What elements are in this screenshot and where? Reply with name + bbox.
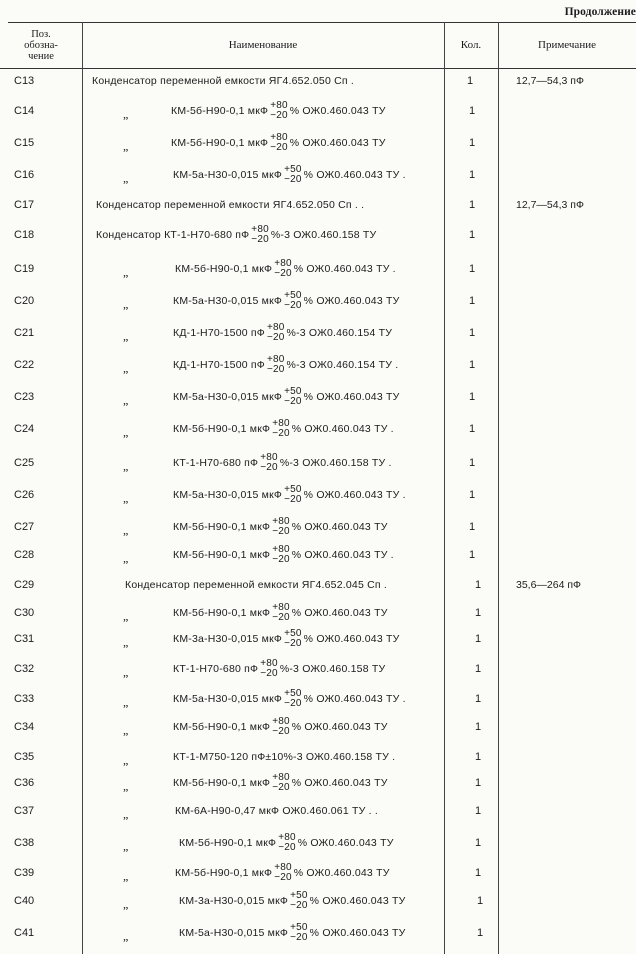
row-tolerance — [272, 773, 290, 793]
row-position: C29 — [14, 579, 35, 591]
row-tolerance — [272, 517, 290, 537]
row-ditto-mark: „ — [123, 723, 129, 737]
row-name-suffix: % ОЖ0.460.043 ТУ — [291, 606, 388, 619]
tolerance-lower: −20 — [266, 364, 285, 375]
row-quantity: 1 — [469, 521, 476, 533]
table-row — [0, 133, 636, 157]
tolerance-lower: −20 — [284, 494, 302, 505]
row-tolerance — [272, 419, 290, 439]
row-name-suffix: % ОЖ0.460.043 ТУ . — [303, 168, 406, 181]
row-name-text: КМ-3а-Н30-0,015 мкФ — [179, 894, 289, 907]
row-position: C13 — [14, 75, 35, 87]
table-row — [0, 517, 636, 541]
tolerance-upper: +50 — [284, 628, 302, 639]
row-position: C23 — [14, 391, 35, 403]
row-position: C19 — [14, 263, 35, 275]
row-name-text: Конденсатор КТ-1-Н70-680 пФ — [96, 228, 250, 241]
row-quantity: 1 — [469, 457, 476, 469]
row-name-text: КМ-5б-Н90-0,1 мкФ — [173, 548, 271, 561]
tolerance-lower: −20 — [284, 174, 302, 185]
table-row — [0, 419, 636, 443]
row-name — [125, 579, 387, 591]
row-position: C26 — [14, 489, 35, 501]
row-quantity: 1 — [469, 549, 476, 561]
row-name-text: КМ-5а-Н30-0,015 мкФ — [173, 692, 283, 705]
header-bottom-rule — [0, 68, 636, 69]
row-quantity: 1 — [469, 489, 476, 501]
row-ditto-mark: „ — [123, 459, 129, 473]
table-header — [0, 22, 636, 68]
tolerance-upper: +80 — [260, 452, 278, 463]
row-name-text: КМ-5б-Н90-0,1 мкФ — [173, 606, 271, 619]
row-name-text: КТ-1-Н70-680 пФ — [173, 456, 259, 469]
row-quantity: 1 — [469, 423, 476, 435]
row-name — [173, 545, 394, 565]
tolerance-lower: −20 — [278, 842, 296, 853]
row-name — [175, 805, 378, 817]
row-name-text: КМ-5б-Н90-0,1 мкФ — [171, 104, 269, 117]
tolerance-upper: +50 — [284, 688, 302, 699]
row-quantity: 1 — [469, 327, 476, 339]
row-name-text: Конденсатор переменной емкости ЯГ4.652.045 Сп . — [125, 579, 387, 591]
row-tolerance — [260, 453, 278, 473]
tolerance-lower: −20 — [284, 698, 302, 709]
tolerance-upper: +80 — [272, 602, 290, 613]
tolerance-lower: −20 — [266, 332, 285, 343]
row-tolerance — [284, 629, 302, 649]
row-quantity: 1 — [475, 751, 482, 763]
row-ditto-mark: „ — [123, 171, 129, 185]
row-name-suffix: % ОЖ0.460.043 ТУ — [293, 866, 390, 879]
row-name — [173, 165, 406, 185]
row-name — [173, 323, 392, 343]
row-name — [171, 133, 386, 153]
row-name — [173, 453, 392, 473]
row-quantity: 1 — [469, 105, 476, 117]
row-name-text: КМ-5б-Н90-0,1 мкФ — [171, 136, 269, 149]
row-name — [173, 629, 399, 649]
row-name — [96, 199, 364, 211]
continuation-label: Продолжение — [564, 6, 636, 18]
row-name-text: КМ-5а-Н30-0,015 мкФ — [173, 390, 283, 403]
row-name — [92, 75, 354, 87]
row-name — [179, 833, 394, 853]
row-quantity: 1 — [475, 633, 482, 645]
row-note: 12,7—54,3 пФ — [516, 199, 584, 211]
row-quantity: 1 — [475, 805, 482, 817]
row-tolerance — [272, 603, 290, 623]
row-ditto-mark: „ — [123, 869, 129, 883]
header-pos-line3: чение — [28, 50, 54, 62]
row-position: C27 — [14, 521, 35, 533]
header-name: Наименование — [228, 38, 298, 51]
row-name-text: КМ-5б-Н90-0,1 мкФ — [179, 836, 277, 849]
row-name-suffix: % ОЖ0.460.043 ТУ . — [303, 488, 406, 501]
row-quantity: 1 — [469, 229, 476, 241]
row-name-text: КМ-5б-Н90-0,1 мкФ — [173, 776, 271, 789]
row-quantity: 1 — [475, 867, 482, 879]
row-name-text: КМ-5б-Н90-0,1 мкФ — [173, 422, 271, 435]
tolerance-upper: +50 — [284, 290, 302, 301]
tolerance-lower: −20 — [270, 110, 288, 121]
row-name-text: Конденсатор переменной емкости ЯГ4.652.050 Сп . . — [96, 199, 365, 211]
row-name-suffix: % ОЖ0.460.043 ТУ — [289, 136, 386, 149]
row-ditto-mark: „ — [123, 491, 129, 505]
row-name — [173, 291, 399, 311]
row-name-suffix: % ОЖ0.460.043 ТУ — [297, 836, 394, 849]
row-name-text: КТ-1-Н70-680 пФ — [173, 662, 259, 675]
row-name-text: КМ-6А-Н90-0,47 мкФ ОЖ0.460.061 ТУ . . — [175, 805, 378, 817]
row-quantity: 1 — [475, 663, 482, 675]
row-name — [173, 387, 399, 407]
tolerance-upper: +80 — [272, 516, 290, 527]
row-name — [173, 717, 388, 737]
row-ditto-mark: „ — [123, 695, 129, 709]
row-name — [175, 863, 390, 883]
row-name-suffix: % ОЖ0.460.043 ТУ — [303, 632, 400, 645]
row-name-suffix: % ОЖ0.460.043 ТУ — [291, 720, 388, 733]
row-position: C22 — [14, 359, 35, 371]
tolerance-lower: −20 — [272, 526, 290, 537]
row-position: C39 — [14, 867, 35, 879]
row-ditto-mark: „ — [123, 425, 129, 439]
row-position: C14 — [14, 105, 35, 117]
tolerance-lower: −20 — [272, 554, 290, 565]
table-row — [0, 833, 636, 857]
tolerance-lower: −20 — [290, 932, 308, 943]
row-ditto-mark: „ — [123, 635, 129, 649]
table-row — [0, 747, 636, 771]
table-row — [0, 891, 636, 915]
row-note: 12,7—54,3 пФ — [516, 75, 584, 87]
tolerance-upper: +80 — [270, 132, 288, 143]
row-position: C34 — [14, 721, 35, 733]
row-ditto-mark: „ — [123, 807, 129, 821]
row-tolerance — [272, 717, 290, 737]
header-pos-line2: обозна- — [24, 39, 58, 51]
header-pos — [0, 22, 82, 68]
row-name-suffix: %-3 ОЖ0.460.154 ТУ . — [286, 358, 399, 371]
tolerance-lower: −20 — [274, 268, 292, 279]
row-quantity: 1 — [469, 295, 476, 307]
row-name — [173, 689, 406, 709]
tolerance-upper: +50 — [284, 386, 302, 397]
row-position: C24 — [14, 423, 35, 435]
row-quantity: 1 — [469, 263, 476, 275]
table-row — [0, 165, 636, 189]
row-name — [173, 517, 388, 537]
row-ditto-mark: „ — [123, 329, 129, 343]
row-name-suffix: % ОЖ0.460.043 ТУ — [309, 894, 406, 907]
row-name-text: КД-1-Н70-1500 пФ — [173, 358, 265, 371]
row-position: C36 — [14, 777, 35, 789]
row-quantity: 1 — [475, 777, 482, 789]
row-quantity: 1 — [477, 927, 484, 939]
row-position: C20 — [14, 295, 35, 307]
table-row — [0, 603, 636, 627]
row-position: C16 — [14, 169, 35, 181]
row-quantity: 1 — [475, 607, 482, 619]
row-ditto-mark: „ — [123, 897, 129, 911]
row-quantity: 1 — [475, 579, 482, 591]
row-name-text: КМ-5б-Н90-0,1 мкФ — [173, 720, 271, 733]
row-name-text: КМ-5а-Н30-0,015 мкФ — [173, 168, 283, 181]
row-ditto-mark: „ — [123, 139, 129, 153]
row-name-suffix: % ОЖ0.460.043 ТУ — [309, 926, 406, 939]
tolerance-lower: −20 — [274, 872, 292, 883]
row-position: C15 — [14, 137, 35, 149]
tolerance-upper: +80 — [272, 544, 290, 555]
row-ditto-mark: „ — [123, 107, 129, 121]
row-tolerance — [267, 323, 285, 343]
row-name — [173, 659, 385, 679]
table-row — [0, 773, 636, 797]
row-name-suffix: % ОЖ0.460.043 ТУ — [303, 390, 400, 403]
tolerance-upper: +80 — [272, 716, 290, 727]
row-tolerance — [278, 833, 296, 853]
row-name-text: КМ-5б-Н90-0,1 мкФ — [173, 520, 271, 533]
table-row — [0, 71, 636, 95]
row-ditto-mark: „ — [123, 297, 129, 311]
row-name — [173, 419, 394, 439]
row-name-suffix: % ОЖ0.460.043 ТУ . — [303, 692, 406, 705]
row-position: C38 — [14, 837, 35, 849]
tolerance-upper: +80 — [266, 322, 285, 333]
row-position: C28 — [14, 549, 35, 561]
table-row — [0, 689, 636, 713]
table-row — [0, 259, 636, 283]
tolerance-lower: −20 — [270, 142, 288, 153]
row-name-text: КМ-5а-Н30-0,015 мкФ — [173, 488, 283, 501]
tolerance-upper: +50 — [284, 164, 302, 175]
row-tolerance — [284, 291, 302, 311]
tolerance-upper: +80 — [278, 832, 296, 843]
table-row — [0, 629, 636, 653]
row-name — [171, 101, 386, 121]
row-name-text: КМ-3а-Н30-0,015 мкФ — [173, 632, 283, 645]
row-quantity: 1 — [475, 693, 482, 705]
tolerance-lower: −20 — [260, 668, 278, 679]
table-row — [0, 387, 636, 411]
tolerance-upper: +80 — [274, 258, 292, 269]
row-tolerance — [274, 863, 292, 883]
tolerance-lower: −20 — [284, 300, 302, 311]
table-row — [0, 485, 636, 509]
tolerance-lower: −20 — [272, 428, 290, 439]
row-name-suffix: % ОЖ0.460.043 ТУ — [289, 104, 386, 117]
row-tolerance — [267, 355, 285, 375]
row-name-suffix: % ОЖ0.460.043 ТУ — [291, 776, 388, 789]
table-row — [0, 291, 636, 315]
row-name-text: КМ-5а-Н30-0,015 мкФ — [179, 926, 289, 939]
row-name — [179, 923, 405, 943]
row-tolerance — [284, 485, 302, 505]
row-tolerance — [260, 659, 278, 679]
row-name — [179, 891, 405, 911]
tolerance-lower: −20 — [284, 396, 302, 407]
tolerance-upper: +80 — [251, 224, 269, 235]
tolerance-upper: +80 — [260, 658, 278, 669]
row-name-suffix: % ОЖ0.460.043 ТУ — [303, 294, 400, 307]
row-quantity: 1 — [469, 359, 476, 371]
tolerance-upper: +50 — [284, 484, 302, 495]
row-name-text: КМ-5б-Н90-0,1 мкФ — [175, 866, 273, 879]
tolerance-upper: +80 — [274, 862, 292, 873]
row-ditto-mark: „ — [123, 551, 129, 565]
row-tolerance — [284, 689, 302, 709]
table-row — [0, 659, 636, 683]
row-quantity: 1 — [477, 895, 484, 907]
row-name-text: КМ-5а-Н30-0,015 мкФ — [173, 294, 283, 307]
row-ditto-mark: „ — [123, 839, 129, 853]
tolerance-upper: +80 — [270, 100, 288, 111]
row-tolerance — [251, 225, 269, 245]
row-tolerance — [274, 259, 292, 279]
header-qty: Кол. — [460, 38, 482, 51]
row-name — [173, 355, 398, 375]
row-position: C35 — [14, 751, 35, 763]
row-position: C33 — [14, 693, 35, 705]
row-name — [173, 751, 395, 763]
row-ditto-mark: „ — [123, 753, 129, 767]
row-name-suffix: % ОЖ0.460.043 ТУ — [291, 520, 388, 533]
tolerance-lower: −20 — [260, 462, 278, 473]
row-position: C21 — [14, 327, 35, 339]
row-tolerance — [270, 101, 288, 121]
row-tolerance — [272, 545, 290, 565]
table-row — [0, 545, 636, 569]
table-row — [0, 717, 636, 741]
row-tolerance — [290, 923, 308, 943]
row-position: C30 — [14, 607, 35, 619]
row-ditto-mark: „ — [123, 361, 129, 375]
row-name — [173, 485, 406, 505]
row-quantity: 1 — [469, 199, 476, 211]
row-name — [175, 259, 396, 279]
row-name-text: КД-1-Н70-1500 пФ — [173, 326, 265, 339]
row-position: C31 — [14, 633, 35, 645]
table-row — [0, 101, 636, 125]
row-name-suffix: % ОЖ0.460.043 ТУ . — [293, 262, 396, 275]
row-tolerance — [290, 891, 308, 911]
row-name-text: Конденсатор переменной емкости ЯГ4.652.050 Сп . — [92, 75, 354, 87]
table-row — [0, 355, 636, 379]
row-name-suffix: % ОЖ0.460.043 ТУ . — [291, 548, 394, 561]
row-ditto-mark: „ — [123, 609, 129, 623]
row-ditto-mark: „ — [123, 393, 129, 407]
row-position: C32 — [14, 663, 35, 675]
row-ditto-mark: „ — [123, 929, 129, 943]
row-quantity: 1 — [475, 721, 482, 733]
tolerance-upper: +50 — [290, 890, 308, 901]
tolerance-upper: +80 — [266, 354, 285, 365]
row-name-suffix: % ОЖ0.460.043 ТУ . — [291, 422, 394, 435]
row-tolerance — [284, 387, 302, 407]
table-row — [0, 453, 636, 477]
table-row — [0, 575, 636, 599]
row-ditto-mark: „ — [123, 665, 129, 679]
row-position: C37 — [14, 805, 35, 817]
row-tolerance — [270, 133, 288, 153]
table-row — [0, 923, 636, 947]
header-pos-line1: Поз. — [31, 28, 51, 40]
row-name — [96, 225, 376, 245]
row-name-suffix: %-3 ОЖ0.460.154 ТУ — [286, 326, 393, 339]
row-note: 35,6—264 пФ — [516, 579, 582, 591]
row-name — [173, 603, 388, 623]
table-row — [0, 225, 636, 249]
row-name-suffix: %-3 ОЖ0.460.158 ТУ . — [279, 456, 392, 469]
row-ditto-mark: „ — [123, 779, 129, 793]
tolerance-lower: −20 — [272, 612, 290, 623]
row-name-suffix: %-3 ОЖ0.460.158 ТУ — [279, 662, 386, 675]
row-name-text: КМ-5б-Н90-0,1 мкФ — [175, 262, 273, 275]
tolerance-upper: +50 — [290, 922, 308, 933]
row-ditto-mark: „ — [123, 265, 129, 279]
tolerance-upper: +80 — [272, 772, 290, 783]
tolerance-lower: −20 — [272, 782, 290, 793]
row-quantity: 1 — [469, 391, 476, 403]
row-name-text: КТ-1-М750-120 пФ±10%-3 ОЖ0.460.158 ТУ . — [173, 751, 396, 763]
header-note: Примечание — [538, 38, 596, 51]
row-quantity: 1 — [469, 169, 476, 181]
row-position: C18 — [14, 229, 35, 241]
tolerance-lower: −20 — [272, 726, 290, 737]
table-row — [0, 863, 636, 887]
table-row — [0, 801, 636, 825]
row-tolerance — [284, 165, 302, 185]
tolerance-lower: −20 — [251, 234, 269, 245]
row-quantity: 1 — [469, 137, 476, 149]
row-name-suffix: %-3 ОЖ0.460.158 ТУ — [270, 228, 377, 241]
tolerance-upper: +80 — [272, 418, 290, 429]
row-quantity: 1 — [475, 837, 482, 849]
row-quantity: 1 — [467, 75, 474, 87]
row-position: C41 — [14, 927, 35, 939]
tolerance-lower: −20 — [290, 900, 308, 911]
row-name — [173, 773, 388, 793]
row-position: C17 — [14, 199, 35, 211]
tolerance-lower: −20 — [284, 638, 302, 649]
row-position: C40 — [14, 895, 35, 907]
row-ditto-mark: „ — [123, 523, 129, 537]
table-row — [0, 323, 636, 347]
row-position: C25 — [14, 457, 35, 469]
table-row — [0, 195, 636, 219]
